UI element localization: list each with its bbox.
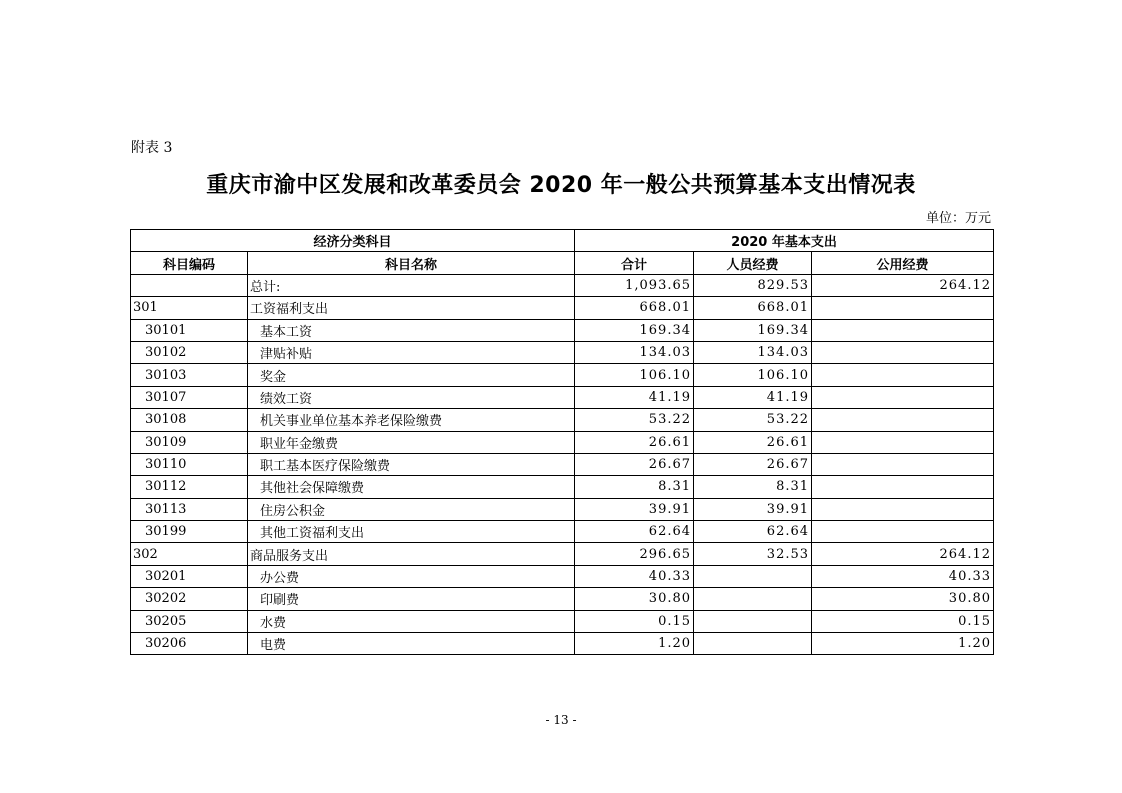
row-personnel: 26.61 bbox=[694, 431, 812, 453]
table-row bbox=[131, 453, 994, 475]
row-name: 津贴补贴 bbox=[248, 341, 575, 363]
row-name: 奖金 bbox=[248, 364, 575, 386]
table-row bbox=[131, 274, 994, 296]
unit-label: 单位：万元 bbox=[925, 211, 991, 226]
row-code: 30206 bbox=[131, 633, 248, 655]
row-name: 水费 bbox=[248, 610, 575, 632]
row-public bbox=[812, 476, 994, 498]
row-code: 30103 bbox=[131, 364, 248, 386]
row-code: 30205 bbox=[131, 610, 248, 632]
row-public: 40.33 bbox=[812, 565, 994, 587]
row-total: 26.61 bbox=[575, 431, 694, 453]
row-total: 62.64 bbox=[575, 521, 694, 543]
row-total: 134.03 bbox=[575, 341, 694, 363]
row-personnel: 32.53 bbox=[694, 543, 812, 565]
row-public: 0.15 bbox=[812, 610, 994, 632]
row-name: 职工基本医疗保险缴费 bbox=[248, 453, 575, 475]
row-total: 30.80 bbox=[575, 588, 694, 610]
table-row bbox=[131, 633, 994, 655]
row-personnel: 26.67 bbox=[694, 453, 812, 475]
row-code: 30102 bbox=[131, 341, 248, 363]
table-row bbox=[131, 386, 994, 408]
table-row bbox=[131, 610, 994, 632]
row-name: 商品服务支出 bbox=[248, 543, 575, 565]
table-row bbox=[131, 476, 994, 498]
header-code: 科目编码 bbox=[131, 252, 248, 274]
header-group-row bbox=[131, 230, 994, 252]
row-total: 668.01 bbox=[575, 297, 694, 319]
row-code: 30110 bbox=[131, 453, 248, 475]
header-economic-category: 经济分类科目 bbox=[131, 230, 575, 252]
row-name: 机关事业单位基本养老保险缴费 bbox=[248, 409, 575, 431]
row-public bbox=[812, 409, 994, 431]
row-code: 30108 bbox=[131, 409, 248, 431]
row-total: 40.33 bbox=[575, 565, 694, 587]
row-code: 30112 bbox=[131, 476, 248, 498]
row-code: 30202 bbox=[131, 588, 248, 610]
row-total: 39.91 bbox=[575, 498, 694, 520]
row-code: 30107 bbox=[131, 386, 248, 408]
row-personnel: 134.03 bbox=[694, 341, 812, 363]
row-code: 30101 bbox=[131, 319, 248, 341]
row-name: 印刷费 bbox=[248, 588, 575, 610]
row-total: 26.67 bbox=[575, 453, 694, 475]
row-public: 264.12 bbox=[812, 543, 994, 565]
table-row bbox=[131, 409, 994, 431]
row-public bbox=[812, 386, 994, 408]
row-personnel: 53.22 bbox=[694, 409, 812, 431]
row-name: 职业年金缴费 bbox=[248, 431, 575, 453]
row-personnel bbox=[694, 610, 812, 632]
row-public bbox=[812, 453, 994, 475]
row-name: 绩效工资 bbox=[248, 386, 575, 408]
row-public: 1.20 bbox=[812, 633, 994, 655]
row-total: 106.10 bbox=[575, 364, 694, 386]
row-personnel bbox=[694, 565, 812, 587]
header-total: 合计 bbox=[575, 252, 694, 274]
row-personnel: 668.01 bbox=[694, 297, 812, 319]
row-name: 基本工资 bbox=[248, 319, 575, 341]
row-public: 264.12 bbox=[812, 274, 994, 296]
table-row bbox=[131, 364, 994, 386]
header-public: 公用经费 bbox=[812, 252, 994, 274]
row-total: 0.15 bbox=[575, 610, 694, 632]
table-row bbox=[131, 543, 994, 565]
row-code bbox=[131, 274, 248, 296]
table-row bbox=[131, 431, 994, 453]
table-row bbox=[131, 498, 994, 520]
row-personnel: 8.31 bbox=[694, 476, 812, 498]
row-total: 296.65 bbox=[575, 543, 694, 565]
row-code: 30113 bbox=[131, 498, 248, 520]
table-row bbox=[131, 521, 994, 543]
row-total: 1.20 bbox=[575, 633, 694, 655]
row-code: 30199 bbox=[131, 521, 248, 543]
row-public bbox=[812, 498, 994, 520]
row-code: 30109 bbox=[131, 431, 248, 453]
row-total: 53.22 bbox=[575, 409, 694, 431]
row-name: 总计: bbox=[248, 274, 575, 296]
row-code: 30201 bbox=[131, 565, 248, 587]
row-personnel: 41.19 bbox=[694, 386, 812, 408]
row-public bbox=[812, 341, 994, 363]
row-personnel bbox=[694, 633, 812, 655]
row-public bbox=[812, 364, 994, 386]
row-public bbox=[812, 297, 994, 319]
row-total: 1,093.65 bbox=[575, 274, 694, 296]
row-public bbox=[812, 521, 994, 543]
page-title: 重庆市渝中区发展和改革委员会 2020 年一般公共预算基本支出情况表 bbox=[206, 173, 916, 198]
row-name: 办公费 bbox=[248, 565, 575, 587]
row-public bbox=[812, 319, 994, 341]
row-name: 其他社会保障缴费 bbox=[248, 476, 575, 498]
row-personnel: 169.34 bbox=[694, 319, 812, 341]
table-row bbox=[131, 588, 994, 610]
row-total: 8.31 bbox=[575, 476, 694, 498]
header-column-row bbox=[131, 252, 994, 274]
appendix-label: 附表 3 bbox=[131, 140, 173, 156]
budget-table bbox=[130, 229, 994, 655]
header-basic-expenditure: 2020 年基本支出 bbox=[575, 230, 994, 252]
row-personnel: 106.10 bbox=[694, 364, 812, 386]
row-personnel: 829.53 bbox=[694, 274, 812, 296]
row-name: 电费 bbox=[248, 633, 575, 655]
table-body bbox=[131, 274, 994, 655]
table-row bbox=[131, 341, 994, 363]
row-public: 30.80 bbox=[812, 588, 994, 610]
row-total: 169.34 bbox=[575, 319, 694, 341]
row-name: 住房公积金 bbox=[248, 498, 575, 520]
row-code: 301 bbox=[131, 297, 248, 319]
row-name: 工资福利支出 bbox=[248, 297, 575, 319]
header-personnel: 人员经费 bbox=[694, 252, 812, 274]
row-name: 其他工资福利支出 bbox=[248, 521, 575, 543]
row-personnel: 39.91 bbox=[694, 498, 812, 520]
table-row bbox=[131, 319, 994, 341]
row-total: 41.19 bbox=[575, 386, 694, 408]
row-code: 302 bbox=[131, 543, 248, 565]
row-public bbox=[812, 431, 994, 453]
row-personnel: 62.64 bbox=[694, 521, 812, 543]
header-name: 科目名称 bbox=[248, 252, 575, 274]
table-row bbox=[131, 297, 994, 319]
table-row bbox=[131, 565, 994, 587]
page-number: - 13 - bbox=[545, 713, 577, 727]
row-personnel bbox=[694, 588, 812, 610]
